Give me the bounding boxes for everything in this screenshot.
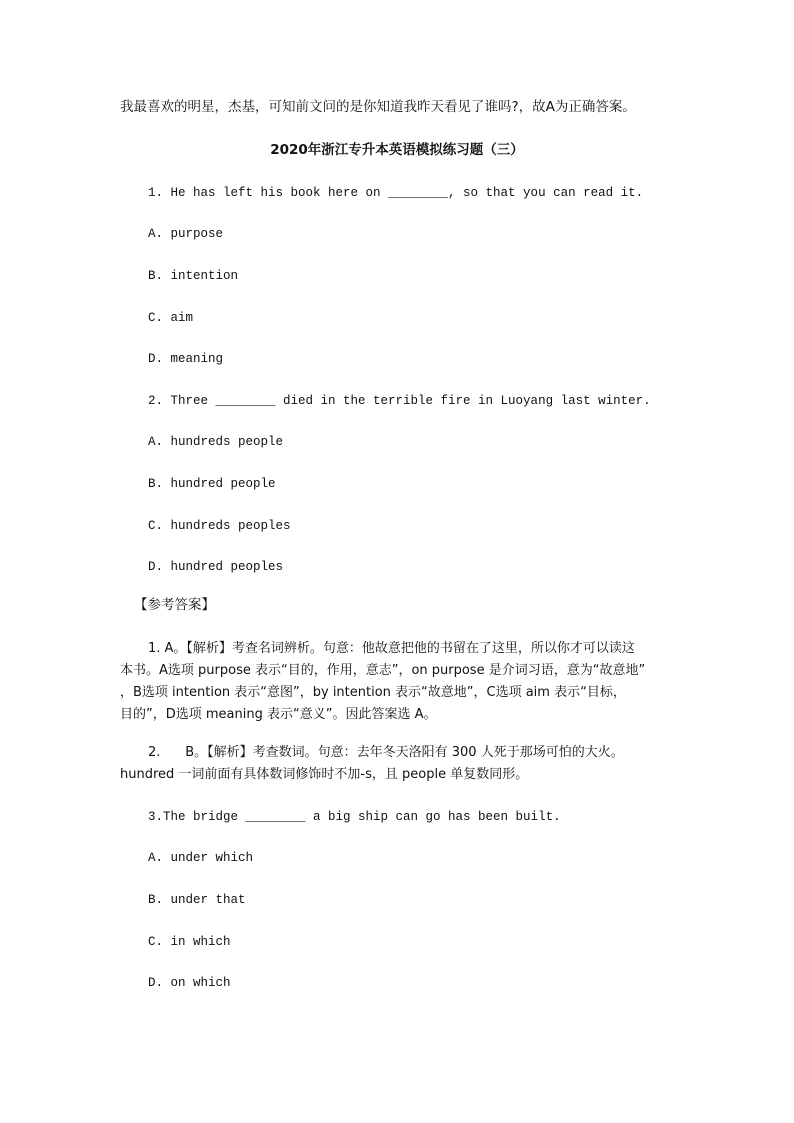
question-2-option-c: C. hundreds peoples (148, 519, 291, 533)
answer-1-line: 1. A。【解析】考查名词辨析。句意：他故意把他的书留在了这里，所以你才可以读这 (148, 641, 635, 656)
question-3-option-d: D. on which (148, 976, 231, 990)
question-3-option-a: A. under which (148, 851, 254, 865)
intro-line: 我最喜欢的明星，杰基，可知前文问的是你知道我昨天看见了谁吗?，故A为正确答案。 (120, 99, 636, 115)
answer-1-line: ，B选项 intention 表示“意图”，by intention 表示“故意地”，C选项 aim 表示“目标， (120, 685, 626, 700)
section-title: 2020年浙江专升本英语模拟练习题（三） (270, 142, 524, 158)
question-2-option-d: D. hundred peoples (148, 560, 284, 574)
question-2-stem: 2. Three ________ died in the terrible fire in Luoyang last winter. (148, 394, 651, 408)
question-3-option-c: C. in which (148, 935, 231, 949)
answer-1-explanation (120, 638, 680, 726)
question-1-option-d: D. meaning (148, 352, 224, 366)
question-3-stem: 3.The bridge ________ a big ship can go has been built. (148, 810, 561, 824)
answer-2-line: 2. B。【解析】考查数词。句意：去年冬天洛阳有 300 人死于那场可怕的大火。 (148, 745, 624, 760)
answer-2-explanation (120, 742, 680, 786)
answer-2-line: hundred 一词前面有具体数词修饰时不加-s，且 people 单复数同形。 (120, 767, 529, 782)
question-2-option-b: B. hundred people (148, 477, 276, 491)
question-1-option-a: A. purpose (148, 227, 224, 241)
question-1-option-b: B. intention (148, 269, 239, 283)
question-1-option-c: C. aim (148, 311, 194, 325)
question-1-stem: 1. He has left his book here on ________, so that you can read it. (148, 186, 644, 200)
answer-1-line: 目的”，D选项 meaning 表示“意义”。因此答案选 A。 (120, 707, 437, 722)
answer-1-line: 本书。A选项 purpose 表示“目的，作用，意志”，on purpose 是介词习语，意为“故意地” (120, 663, 646, 678)
question-3-option-b: B. under that (148, 893, 246, 907)
answer-heading: 【参考答案】 (134, 597, 215, 613)
question-2-option-a: A. hundreds people (148, 435, 284, 449)
